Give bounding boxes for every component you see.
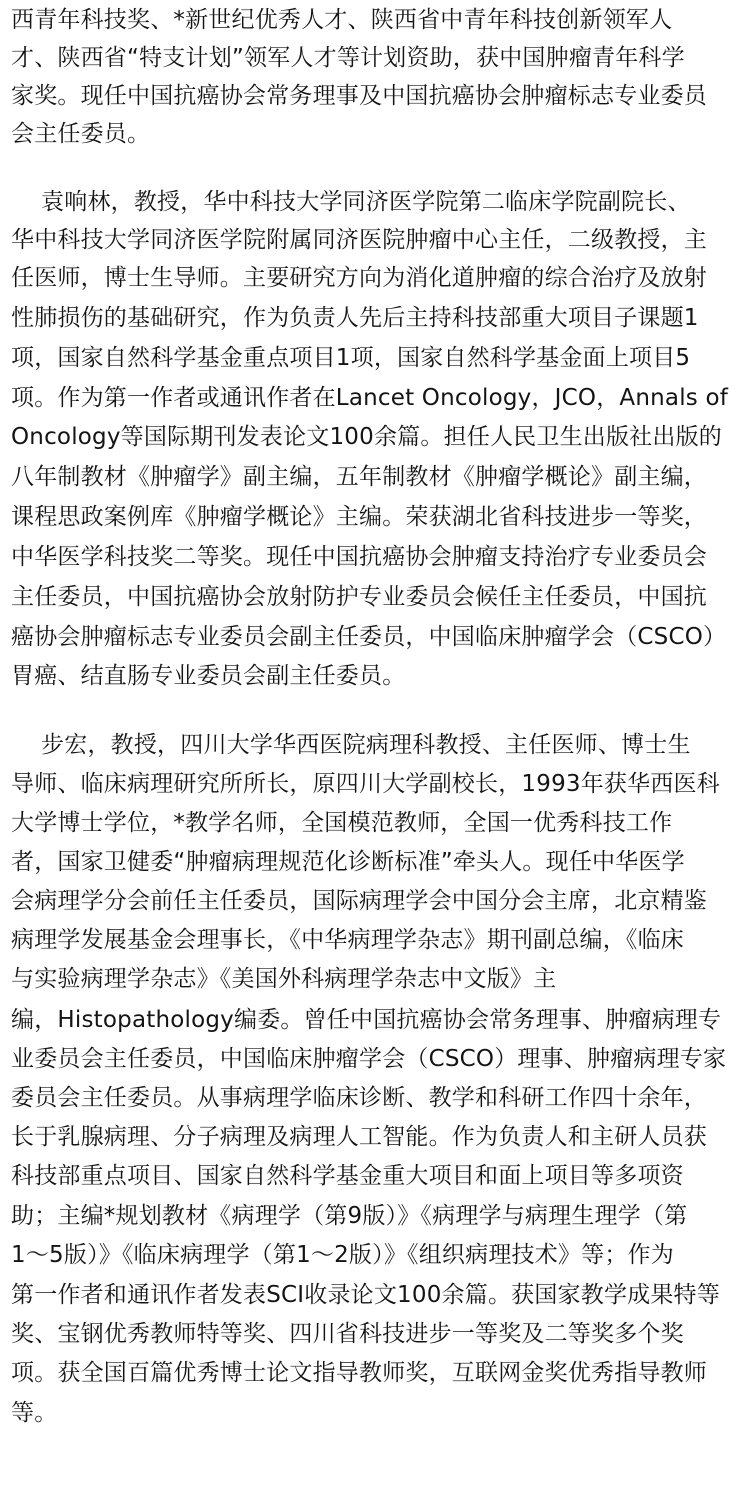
text-line: 中华医学科技奖二等奖。现任中国抗癌协会肿瘤支持治疗专业委员会 [11, 544, 707, 570]
text-line: 病理学发展基金会理事长，《中华病理学杂志》期刊副总编，《临床 [11, 927, 684, 953]
text-line: 会主任委员。 [11, 121, 151, 147]
text-line: 性肺损伤的基础研究，作为负责人先后主持科技部重大项目子课题1 [11, 305, 699, 331]
text-line: 胃癌、结直肠专业委员会副主任委员。 [11, 663, 406, 689]
text-line: 与实验病理学杂志》《美国外科病理学杂志中文版》主 [11, 966, 557, 992]
text-line: 编，Histopathology编委。曾任中国抗癌协会常务理事、肿瘤病理专 [11, 1007, 722, 1033]
text-line: 等。 [11, 1400, 58, 1426]
text-line: 任医师，博士生导师。主要研究方向为消化道肿瘤的综合治疗及放射 [11, 265, 707, 291]
text-line: 大学博士学位，*教学名师，全国模范教师，全国一优秀科技工作 [11, 810, 673, 836]
text-line: 业委员会主任委员，中国临床肿瘤学会（CSCO）理事、肿瘤病理专家 [11, 1046, 727, 1072]
text-line: 袁响林，教授，华中科技大学同济医学院第二临床学院副院长、 [11, 189, 691, 215]
text-line: 长于乳腺病理、分子病理及病理人工智能。作为负责人和主研人员获 [11, 1124, 707, 1150]
text-line: 奖、宝钢优秀教师特等奖、四川省科技进步一等奖及二等奖多个奖 [11, 1321, 684, 1347]
text-line: 西青年科技奖、*新世纪优秀人才、陕西省中青年科技创新领军人 [11, 7, 673, 33]
text-line: 主任委员，中国抗癌协会放射防护专业委员会候任主任委员，中国抗 [11, 584, 707, 610]
text-line: 华中科技大学同济医学院附属同济医院肿瘤中心主任，二级教授，主 [11, 227, 707, 253]
text-line: Oncology等国际期刊发表论文100余篇。担任人民卫生出版社出版的 [11, 424, 722, 450]
text-line: 家奖。现任中国抗癌协会常务理事及中国抗癌协会肿瘤标志专业委员 [11, 83, 707, 109]
text-line: 第一作者和通讯作者发表SCI收录论文100余篇。获国家教学成果特等 [11, 1282, 720, 1308]
text-line: 课程思政案例库《肿瘤学概论》主编。荣获湖北省科技进步一等奖， [11, 504, 707, 530]
text-line: 者，国家卫健委“肿瘤病理规范化诊断标准”牵头人。现任中华医学 [11, 849, 685, 875]
text-line: 助；主编*规划教材《病理学（第9版）》《病理学与病理生理学（第 [11, 1203, 688, 1229]
text-line: 科技部重点项目、国家自然科学基金重大项目和面上项目等多项资 [11, 1163, 684, 1189]
text-line: 1～5版）》《临床病理学（第1～2版）》《组织病理技术》等；作为 [11, 1242, 674, 1268]
text-line: 委员会主任委员。从事病理学临床诊断、教学和科研工作四十余年， [11, 1085, 707, 1111]
text-line: 八年制教材《肿瘤学》副主编，五年制教材《肿瘤学概论》副主编， [11, 464, 707, 490]
text-line: 会病理学分会前任主任委员，国际病理学会中国分会主席，北京精鉴 [11, 888, 707, 914]
text-line: 导师、临床病理研究所所长，原四川大学副校长，1993年获华西医科 [11, 771, 720, 797]
text-line: 步宏，教授，四川大学华西医院病理科教授、主任医师、博士生 [11, 732, 691, 758]
text-line: 才、陕西省“特支计划”领军人才等计划资助，获中国肿瘤青年科学 [11, 45, 685, 71]
text-line: 项。作为第一作者或通讯作者在Lancet Oncology，JCO，Annals of [11, 385, 729, 411]
text-line: 项。获全国百篇优秀博士论文指导教师奖，互联网金奖优秀指导教师 [11, 1360, 707, 1386]
text-line: 项，国家自然科学基金重点项目1项，国家自然科学基金面上项目5 [11, 345, 691, 371]
text-line: 癌协会肿瘤标志专业委员会副主任委员，中国临床肿瘤学会（CSCO） [11, 624, 727, 650]
